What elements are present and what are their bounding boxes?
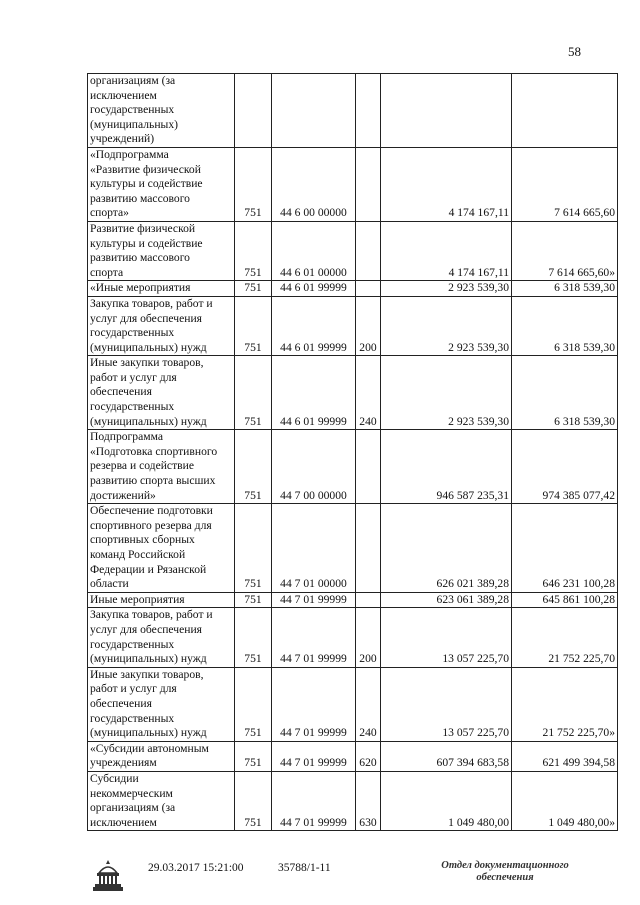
footer-department: [420, 860, 590, 884]
table-row: [88, 74, 618, 148]
expense-type-cell: [356, 221, 381, 280]
table-row: [88, 608, 618, 667]
expense-type-cell: 630: [356, 771, 381, 830]
amount-year2-cell: 21 752 225,70»: [512, 667, 618, 741]
ministry-code-cell: 751: [235, 356, 272, 430]
amount-year1-cell: 2 923 539,30: [381, 296, 512, 355]
amount-year1-cell: 4 174 167,11: [381, 221, 512, 280]
amount-year2-cell: 21 752 225,70: [512, 608, 618, 667]
ministry-code-cell: 751: [235, 592, 272, 608]
amount-year2-cell: 621 499 394,58: [512, 741, 618, 771]
ministry-code-cell: 751: [235, 608, 272, 667]
amount-year1-cell: 607 394 683,58: [381, 741, 512, 771]
table-row: [88, 667, 618, 741]
row-name-cell: Подпрограмма «Подготовка спортивного резерва и содействие развитию спорта высших достижений»: [88, 430, 235, 504]
amount-year2-cell: 6 318 539,30: [512, 281, 618, 297]
amount-year1-cell: 2 923 539,30: [381, 356, 512, 430]
expense-type-cell: 620: [356, 741, 381, 771]
ministry-code-cell: 751: [235, 221, 272, 280]
ministry-code-cell: 751: [235, 430, 272, 504]
target-article-code-cell: 44 7 00 00000: [272, 430, 356, 504]
target-article-code-cell: 44 7 01 00000: [272, 504, 356, 593]
amount-year2-cell: 6 318 539,30: [512, 356, 618, 430]
target-article-code-cell: 44 6 01 00000: [272, 221, 356, 280]
amount-year2-cell: 6 318 539,30: [512, 296, 618, 355]
table-row: [88, 356, 618, 430]
row-name-cell: Субсидии некоммерческим организациям (за исключением: [88, 771, 235, 830]
row-name-cell: Обеспечение подготовки спортивного резерва для спортивных сборных команд Российской Федерации и Рязанской области: [88, 504, 235, 593]
amount-year2-cell: 1 049 480,00»: [512, 771, 618, 830]
target-article-code-cell: [272, 74, 356, 148]
target-article-code-cell: 44 6 01 99999: [272, 296, 356, 355]
amount-year1-cell: [381, 74, 512, 148]
target-article-code-cell: 44 7 01 99999: [272, 741, 356, 771]
amount-year1-cell: 13 057 225,70: [381, 608, 512, 667]
row-name-cell: Закупка товаров, работ и услуг для обеспечения государственных (муниципальных) нужд: [88, 296, 235, 355]
target-article-code-cell: 44 7 01 99999: [272, 608, 356, 667]
amount-year2-cell: 974 385 077,42: [512, 430, 618, 504]
page-number: 58: [568, 44, 581, 59]
footer-department-line1: Отдел документационного: [441, 860, 569, 871]
row-name-cell: Закупка товаров, работ и услуг для обеспечения государственных (муниципальных) нужд: [88, 608, 235, 667]
amount-year1-cell: 4 174 167,11: [381, 147, 512, 221]
footer-doc-number: 35788/1-11: [278, 862, 331, 874]
table-row: [88, 281, 618, 297]
ministry-code-cell: 751: [235, 504, 272, 593]
ministry-code-cell: 751: [235, 667, 272, 741]
ministry-code-cell: 751: [235, 147, 272, 221]
ministry-code-cell: 751: [235, 296, 272, 355]
ministry-code-cell: 751: [235, 281, 272, 297]
row-name-cell: «Субсидии автономным учреждениям: [88, 741, 235, 771]
duma-logo-icon: [91, 857, 125, 893]
footer-datetime: 29.03.2017 15:21:00: [148, 862, 244, 874]
row-name-cell: Иные закупки товаров, работ и услуг для обеспечения государственных (муниципальных) нужд: [88, 356, 235, 430]
expense-type-cell: [356, 430, 381, 504]
target-article-code-cell: 44 7 01 99999: [272, 771, 356, 830]
amount-year2-cell: 645 861 100,28: [512, 592, 618, 608]
ministry-code-cell: 751: [235, 771, 272, 830]
amount-year2-cell: [512, 74, 618, 148]
target-article-code-cell: 44 6 01 99999: [272, 281, 356, 297]
expense-type-cell: [356, 592, 381, 608]
row-name-cell: Иные закупки товаров, работ и услуг для обеспечения государственных (муниципальных) нужд: [88, 667, 235, 741]
amount-year1-cell: 1 049 480,00: [381, 771, 512, 830]
row-name-cell: Иные мероприятия: [88, 592, 235, 608]
expense-type-cell: 240: [356, 356, 381, 430]
table-row: [88, 592, 618, 608]
row-name-cell: организациям (за исключением государственных (муниципальных) учреждений): [88, 74, 235, 148]
row-name-cell: «Подпрограмма «Развитие физической культуры и содействие развитию массового спорта»: [88, 147, 235, 221]
amount-year1-cell: 946 587 235,31: [381, 430, 512, 504]
amount-year2-cell: 7 614 665,60»: [512, 221, 618, 280]
ministry-code-cell: 751: [235, 741, 272, 771]
table-row: [88, 771, 618, 830]
expense-type-cell: [356, 74, 381, 148]
expense-type-cell: [356, 504, 381, 593]
amount-year1-cell: 13 057 225,70: [381, 667, 512, 741]
target-article-code-cell: 44 7 01 99999: [272, 592, 356, 608]
expense-type-cell: [356, 147, 381, 221]
table-row: [88, 504, 618, 593]
target-article-code-cell: 44 7 01 99999: [272, 667, 356, 741]
footer-department-line2: обеспечения: [476, 872, 534, 883]
amount-year1-cell: 623 061 389,28: [381, 592, 512, 608]
target-article-code-cell: 44 6 00 00000: [272, 147, 356, 221]
table-row: [88, 296, 618, 355]
expense-type-cell: 240: [356, 667, 381, 741]
row-name-cell: «Иные мероприятия: [88, 281, 235, 297]
expense-type-cell: 200: [356, 608, 381, 667]
row-name-cell: Развитие физической культуры и содействие развитию массового спорта: [88, 221, 235, 280]
budget-table: [87, 73, 618, 831]
table-row: [88, 741, 618, 771]
ministry-code-cell: [235, 74, 272, 148]
expense-type-cell: 200: [356, 296, 381, 355]
table-row: [88, 221, 618, 280]
target-article-code-cell: 44 6 01 99999: [272, 356, 356, 430]
amount-year2-cell: 646 231 100,28: [512, 504, 618, 593]
amount-year1-cell: 2 923 539,30: [381, 281, 512, 297]
table-row: [88, 430, 618, 504]
amount-year1-cell: 626 021 389,28: [381, 504, 512, 593]
expense-type-cell: [356, 281, 381, 297]
amount-year2-cell: 7 614 665,60: [512, 147, 618, 221]
table-row: [88, 147, 618, 221]
